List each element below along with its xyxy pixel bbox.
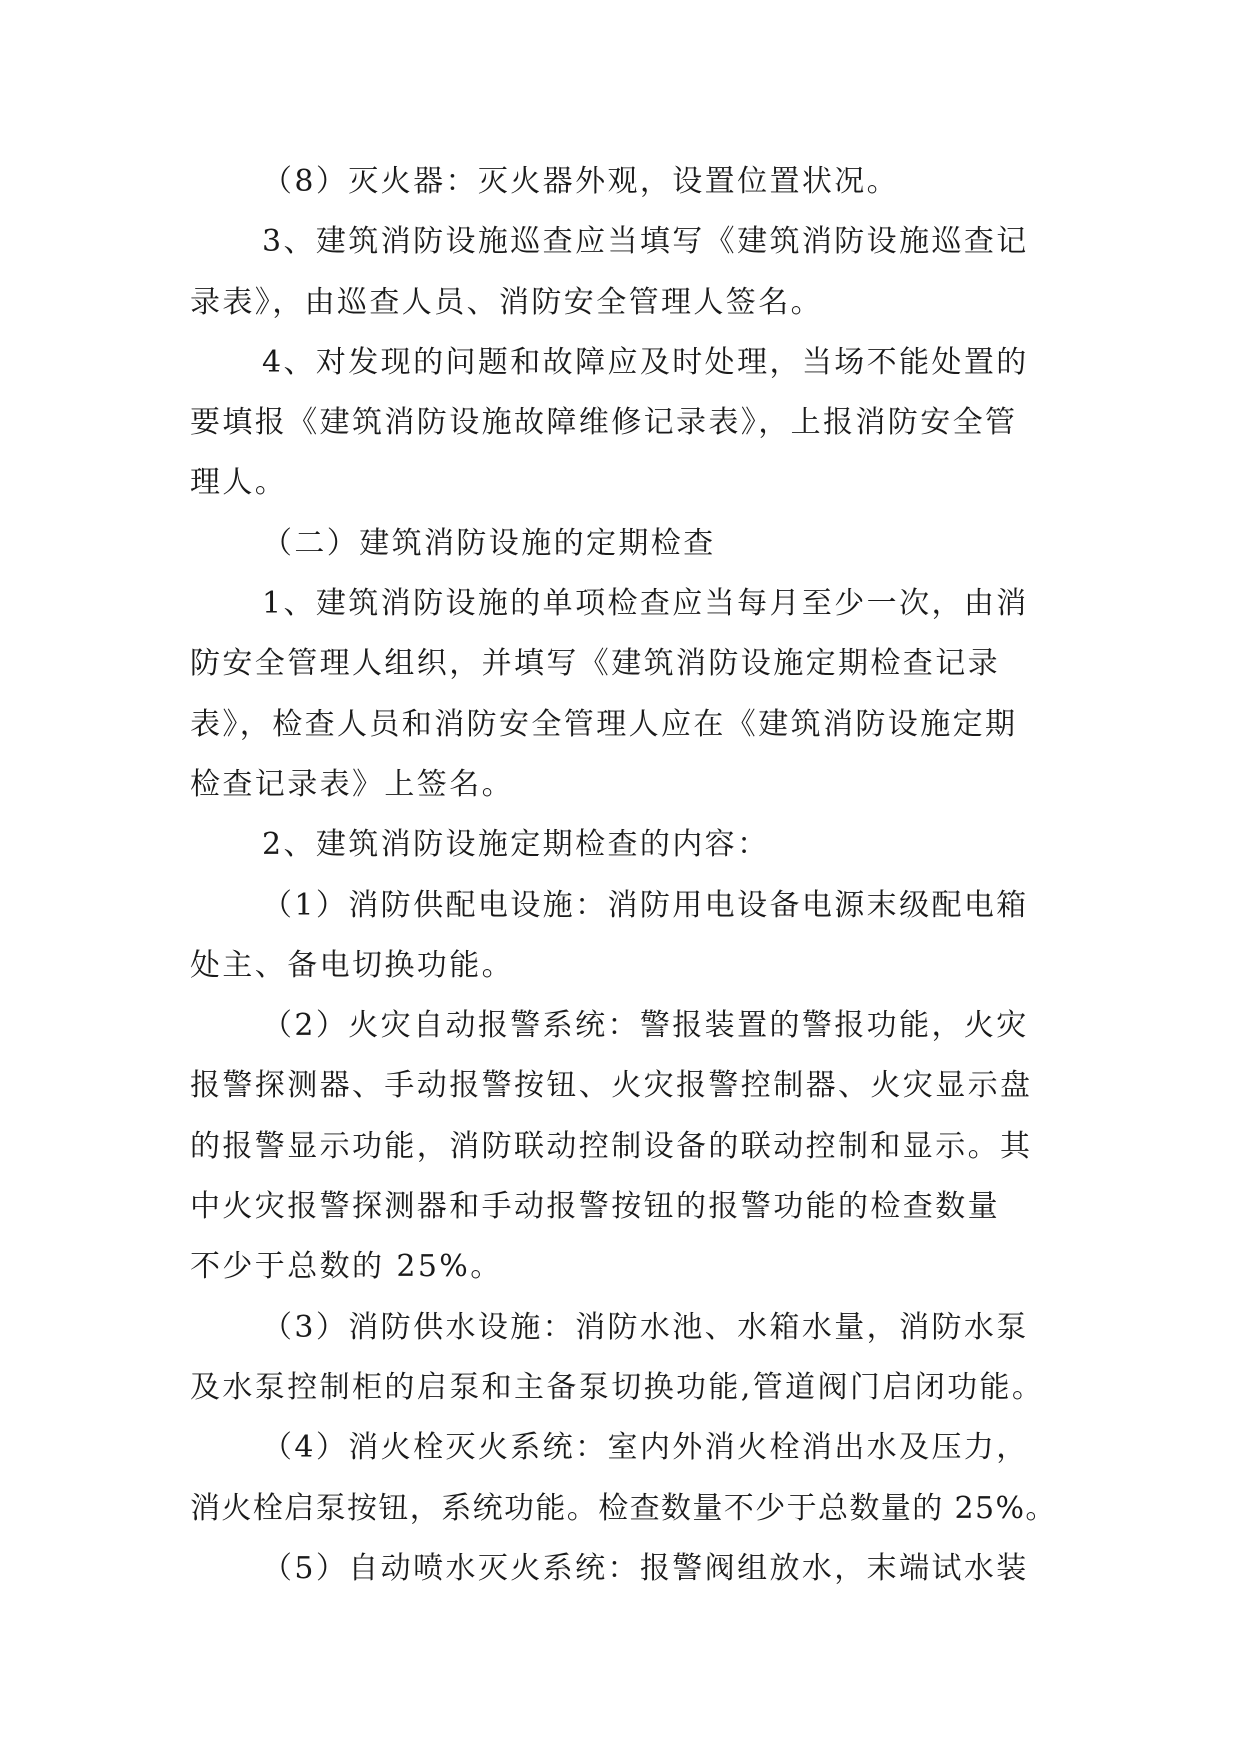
text-line: 2、建筑消防设施定期检查的内容： xyxy=(262,827,770,863)
text-line: （5）自动喷水灭火系统：报警阀组放水，末端试水装 xyxy=(262,1550,1029,1586)
text-line: 消火栓启泵按钮，系统功能。检查数量不少于总数量的 25%。 xyxy=(190,1490,1057,1526)
text-line: 防安全管理人组织，并填写《建筑消防设施定期检查记录 xyxy=(190,646,1000,682)
text-line: 及水泵控制柜的启泵和主备泵切换功能,管道阀门启闭功能。 xyxy=(190,1369,1045,1405)
section-heading: （二）建筑消防设施的定期检查 xyxy=(262,525,716,561)
text-line: 4、对发现的问题和故障应及时处理，当场不能处置的 xyxy=(262,344,1029,380)
text-line: （3）消防供水设施：消防水池、水箱水量，消防水泵 xyxy=(262,1309,1029,1345)
text-line: 报警探测器、手动报警按钮、火灾报警控制器、火灾显示盘 xyxy=(190,1068,1033,1104)
text-line: 录表》，由巡查人员、消防安全管理人签名。 xyxy=(190,284,823,320)
text-line: 中火灾报警探测器和手动报警按钮的报警功能的检查数量 xyxy=(190,1189,1000,1225)
text-line: （4）消火栓灭火系统：室内外消火栓消出水及压力， xyxy=(262,1430,1029,1466)
text-line: 理人。 xyxy=(190,465,288,501)
text-line: （1）消防供配电设施：消防用电设备电源末级配电箱 xyxy=(262,887,1029,923)
text-line: 检查记录表》上签名。 xyxy=(190,766,514,802)
document-body xyxy=(190,152,1060,1599)
text-line: 要填报《建筑消防设施故障维修记录表》，上报消防安全管 xyxy=(190,405,1018,441)
text-line: 1、建筑消防设施的单项检查应当每月至少一次，由消 xyxy=(262,586,1029,622)
text-line: 3、建筑消防设施巡查应当填写《建筑消防设施巡查记 xyxy=(262,224,1029,260)
text-line: （8）灭火器：灭火器外观，设置位置状况。 xyxy=(262,164,900,199)
text-line: 不少于总数的 25%。 xyxy=(190,1249,503,1285)
text-line: 表》，检查人员和消防安全管理人应在《建筑消防设施定期 xyxy=(190,706,1018,742)
text-line: 的报警显示功能，消防联动控制设备的联动控制和显示。其 xyxy=(190,1128,1033,1164)
text-line: （2）火灾自动报警系统：警报装置的警报功能，火灾 xyxy=(262,1008,1029,1044)
text-line: 处主、备电切换功能。 xyxy=(190,947,514,983)
